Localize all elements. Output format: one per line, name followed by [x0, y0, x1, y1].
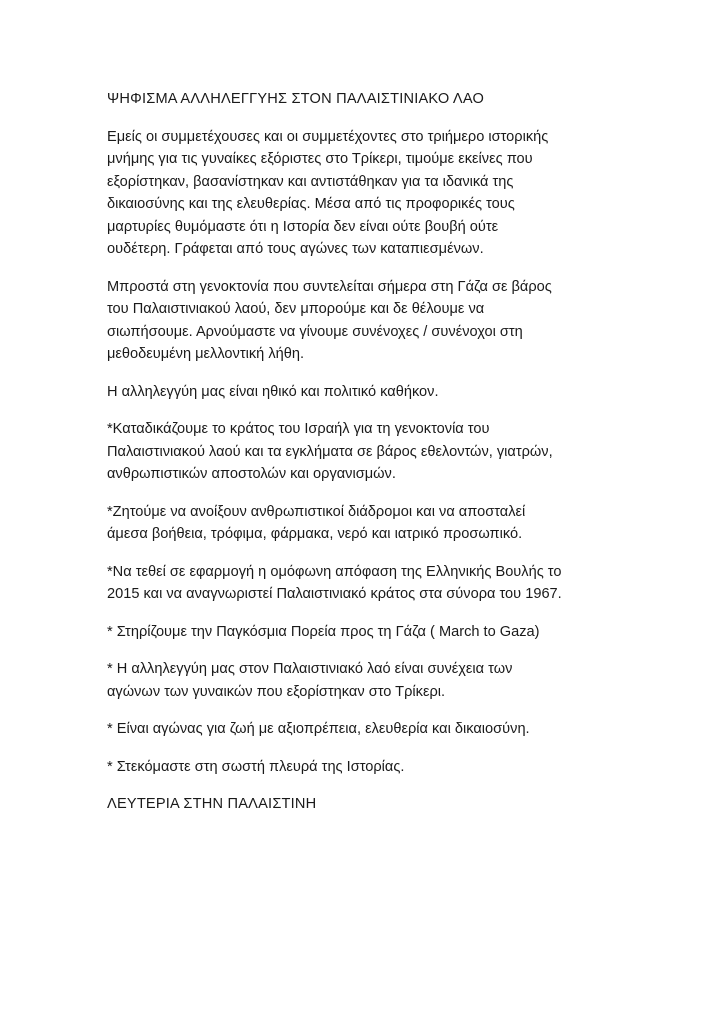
body-paragraph: [107, 561, 607, 606]
text-line: *Να τεθεί σε εφαρμογή η ομόφωνη απόφαση της Ελληνικής Βουλής το: [107, 563, 562, 580]
text-line: εξορίστηκαν, βασανίστηκαν και αντιστάθηκαν για τα ιδανικά της: [107, 173, 514, 190]
document-title: ΨΗΦΙΣΜΑ ΑΛΛΗΛΕΓΓΥΗΣ ΣΤΟΝ ΠΑΛΑΙΣΤΙΝΙΑΚΟ ΛΑΟ: [107, 91, 485, 107]
body-paragraph: [107, 381, 607, 404]
text-line: μνήμης για τις γυναίκες εξόριστες στο Τρίκερι, τιμούμε εκείνες που: [107, 151, 533, 167]
closing-slogan: ΛΕΥΤΕΡΙΑ ΣΤΗΝ ΠΑΛΑΙΣΤΙΝΗ: [107, 796, 317, 812]
text-line: μαρτυρίες θυμόμαστε ότι η Ιστορία δεν είναι ούτε βουβή ούτε: [107, 218, 499, 235]
text-line: *Ζητούμε να ανοίξουν ανθρωπιστικοί διάδρομοι και να αποσταλεί: [107, 503, 526, 520]
text-line: ανθρωπιστικών αποστολών και οργανισμών.: [107, 466, 396, 482]
body-paragraph: [107, 276, 607, 366]
text-line: *Καταδικάζουμε το κράτος του Ισραήλ για τη γενοκτονία του: [107, 421, 490, 437]
text-line: άμεσα βοήθεια, τρόφιμα, φάρμακα, νερό και ιατρικό προσωπικό.: [107, 526, 523, 542]
body-paragraph: [107, 126, 607, 261]
body-paragraph: [107, 418, 607, 486]
text-line: Παλαιστινιακού λαού και τα εγκλήματα σε βάρος εθελοντών, γιατρών,: [107, 443, 553, 460]
body-paragraph: [107, 501, 607, 546]
text-line: * Στεκόμαστε στη σωστή πλευρά της Ιστορίας.: [107, 758, 405, 775]
text-line: * Είναι αγώνας για ζωή με αξιοπρέπεια, ελευθερία και δικαιοσύνη.: [107, 721, 530, 737]
document-page: [107, 88, 607, 831]
text-line: 2015 και να αναγνωριστεί Παλαιστινιακό κράτος στα σύνορα του 1967.: [107, 586, 562, 602]
text-line: δικαιοσύνης και της ελευθερίας. Μέσα από τις προφορικές τους: [107, 196, 515, 212]
text-line: σιωπήσουμε. Αρνούμαστε να γίνουμε συνένοχες / συνένοχοι στη: [107, 323, 523, 340]
document-body: [107, 126, 607, 779]
body-paragraph: [107, 658, 607, 703]
text-line: * Η αλληλεγγύη μας στον Παλαιστινιακό λαό είναι συνέχεια των: [107, 661, 513, 677]
body-paragraph: [107, 718, 607, 741]
text-line: Η αλληλεγγύη μας είναι ηθικό και πολιτικό καθήκον.: [107, 383, 439, 400]
body-paragraph: [107, 621, 607, 644]
text-line: ουδέτερη. Γράφεται από τους αγώνες των καταπιεσμένων.: [107, 241, 484, 257]
body-paragraph: [107, 756, 607, 779]
text-line: * Στηρίζουμε την Παγκόσμια Πορεία προς τη Γάζα ( March to Gaza): [107, 623, 540, 640]
text-line: Μπροστά στη γενοκτονία που συντελείται σήμερα στη Γάζα σε βάρος: [107, 278, 552, 295]
text-line: του Παλαιστινιακού λαού, δεν μπορούμε και δε θέλουμε να: [107, 301, 485, 317]
text-line: Εμείς οι συμμετέχουσες και οι συμμετέχοντες στο τριήμερο ιστορικής: [107, 128, 549, 145]
text-line: αγώνων των γυναικών που εξορίστηκαν στο Τρίκερι.: [107, 683, 446, 700]
text-line: μεθοδευμένη μελλοντική λήθη.: [107, 346, 305, 362]
